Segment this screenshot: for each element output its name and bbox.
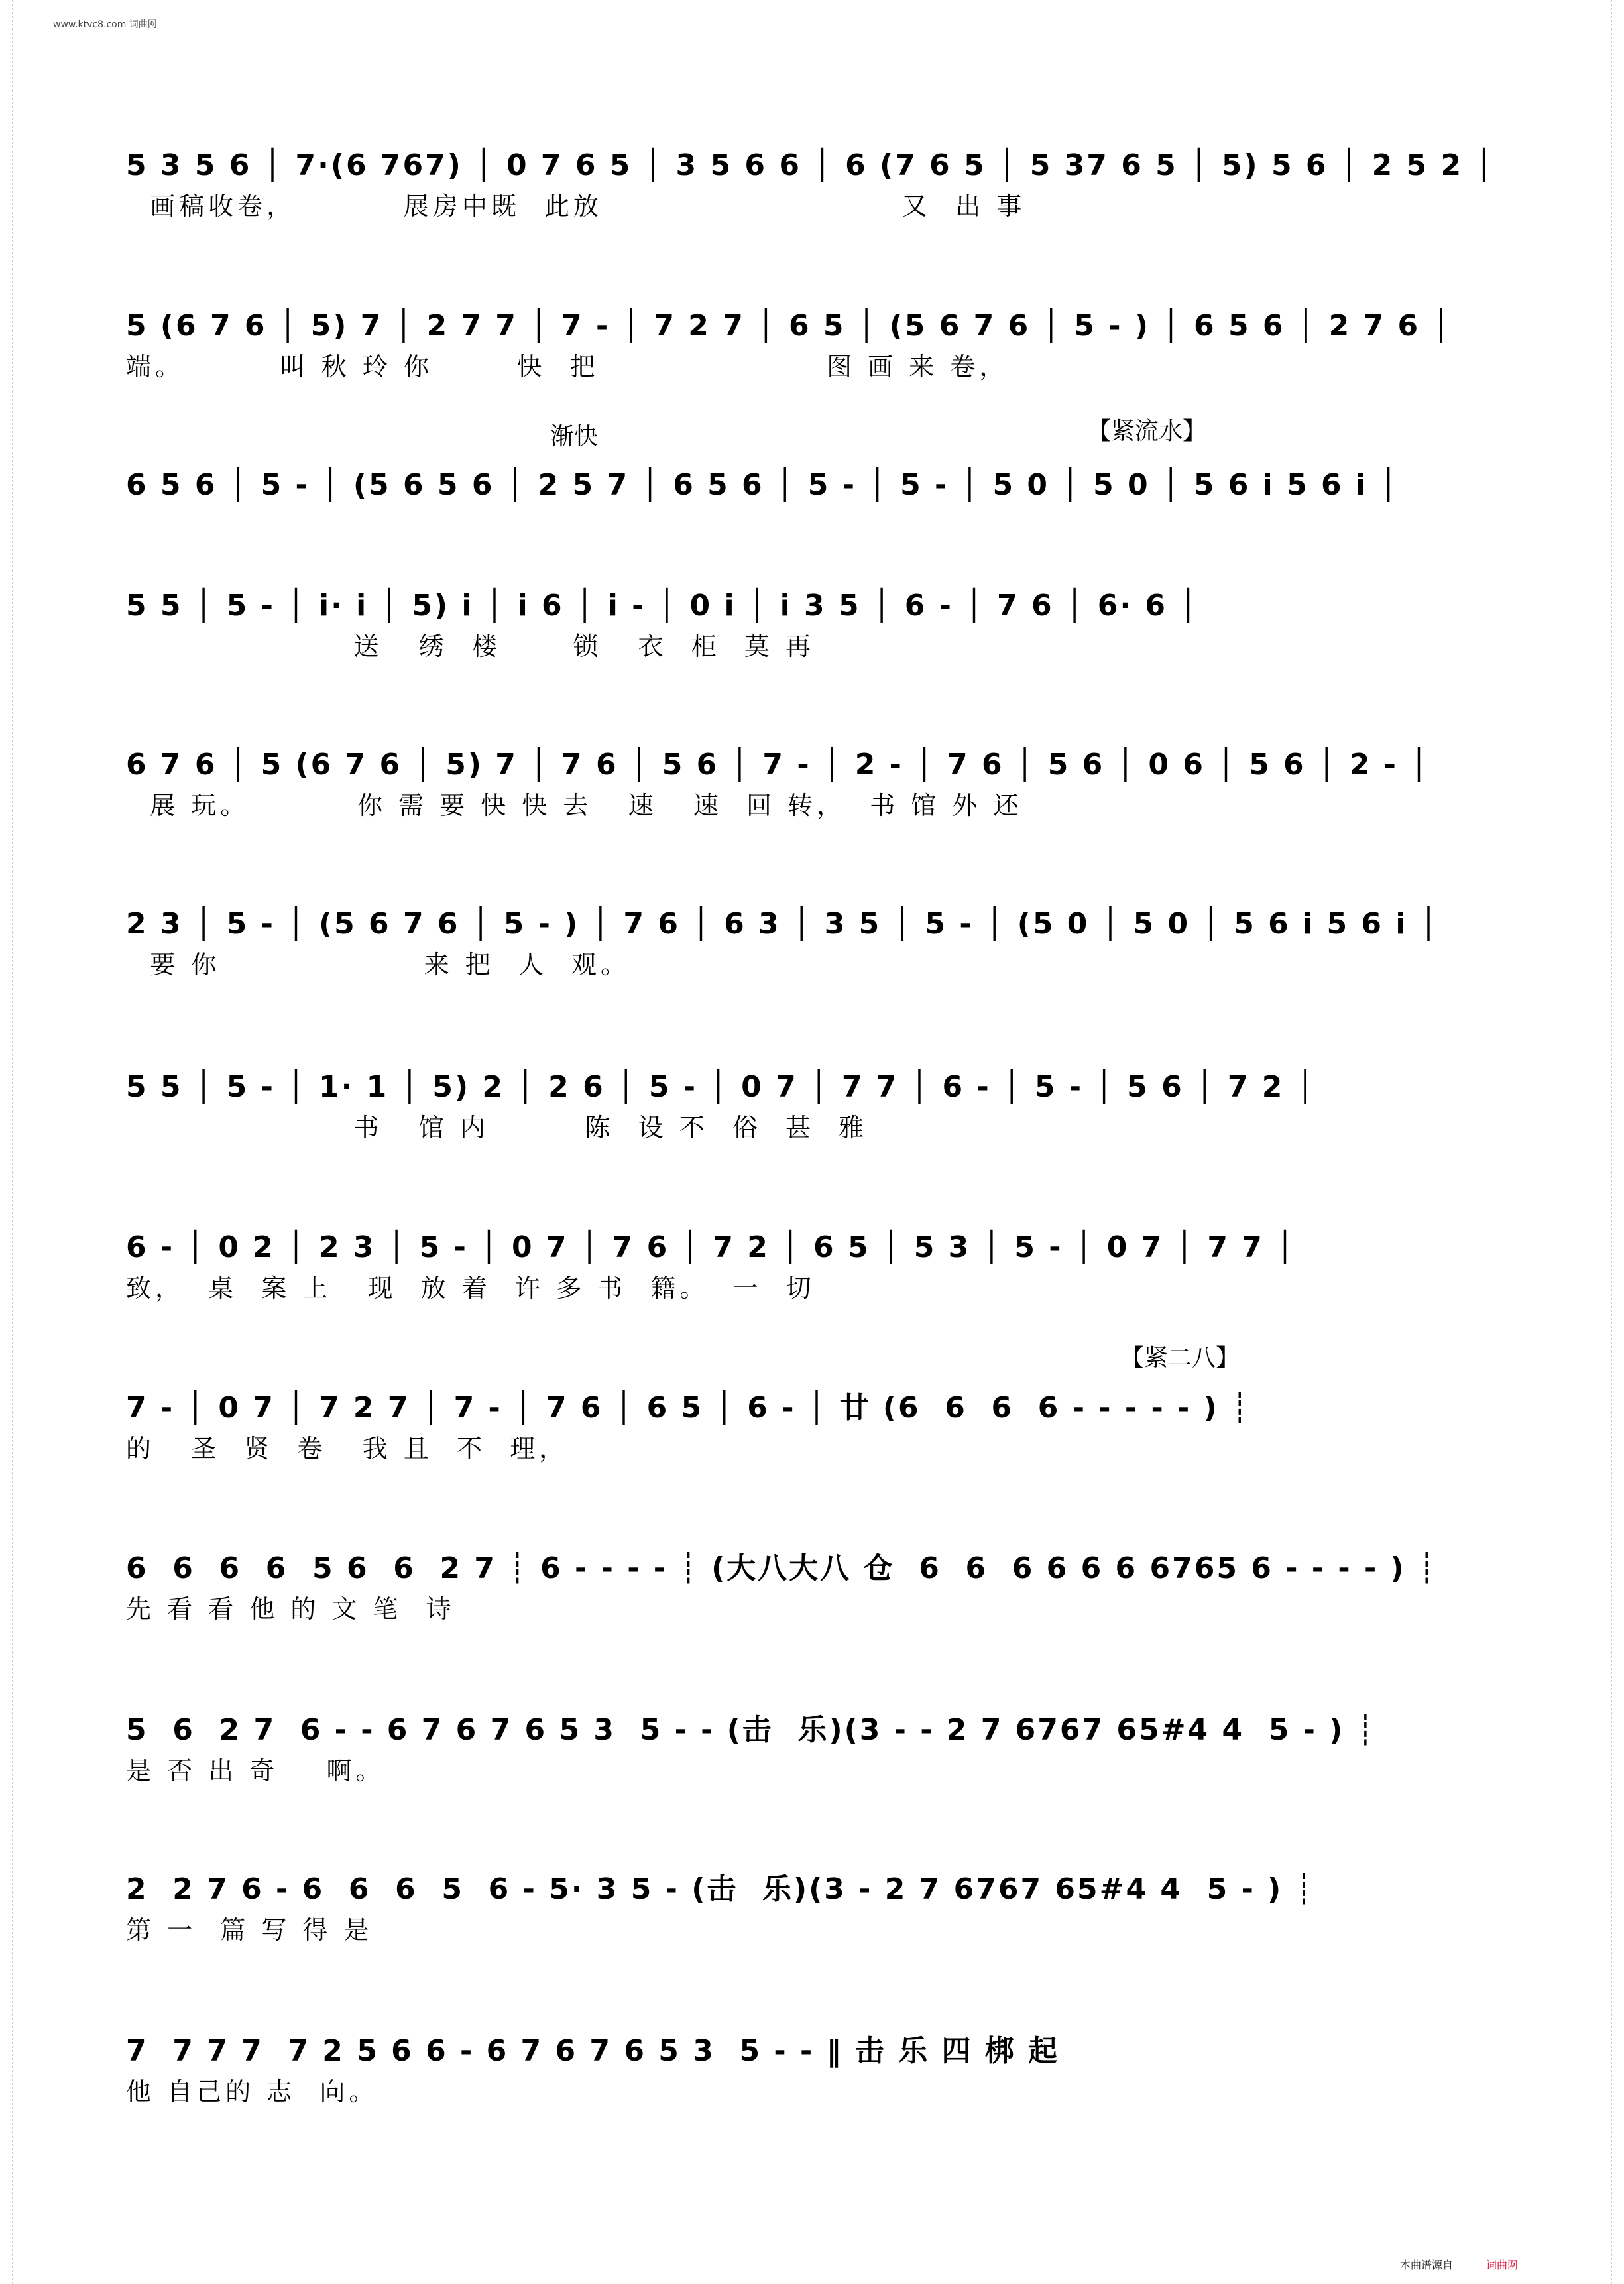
footer-site[interactable]: 词曲网 xyxy=(1485,2259,1518,2271)
notation-line: 6 7 6 │ 5 (6 7 6 │ 5) 7 │ 7 6 │ 5 6 │ 7 - │ 2 - │ 7 6 │ 5 6 │ 0 6 │ 5 6 │ 2 - │ xyxy=(126,748,1430,782)
left-margin-strip xyxy=(0,0,13,2284)
notation-line: 2 3 │ 5 - │ (5 6 7 6 │ 5 - ) │ 7 6 │ 6 3 │ 3 5 │ 5 - │ (5 0 │ 5 0 │ 5 6 i 5 6 i │ xyxy=(126,907,1440,941)
notation-line: 7 - │ 0 7 │ 7 2 7 │ 7 - │ 7 6 │ 6 5 │ 6 - │ 廿 (6 6 6 6 - - - - - ) ┊ xyxy=(126,1391,1251,1425)
notation-line: 7 7 7 7 7 2 5 6 6 - 6 7 6 7 6 5 3 5 - - ‖ 击 乐 四 梆 起 xyxy=(126,2034,1060,2068)
lyric-line: 要 你 来 把 人 观。 xyxy=(126,950,630,979)
lyric-line: 第 一 篇 写 得 是 xyxy=(126,1915,373,1945)
notation-line: 5 5 │ 5 - │ 1· 1 │ 5) 2 │ 2 6 │ 5 - │ 0 7 │ 7 7 │ 6 - │ 5 - │ 5 6 │ 7 2 │ xyxy=(126,1070,1316,1104)
section-mark: 【紧二八】 xyxy=(1120,1345,1240,1372)
lyric-line: 先 看 看 他 的 文 笔 诗 xyxy=(126,1594,455,1624)
lyric-line: 致， 桌 案 上 现 放 着 许 多 书 籍。 一 切 xyxy=(126,1274,815,1303)
lyric-line: 画稿收卷， 展房中既 此放 又 出 事 xyxy=(126,192,1026,221)
notation-line: 5 3 5 6 │ 7·(6 767) │ 0 7 6 5 │ 3 5 6 6 │ 6 (7 6 5 │ 5 37 6 5 │ 5) 5 6 │ 2 5 2 │ xyxy=(126,149,1495,182)
notation-line: 6 6 6 6 5 6 6 2 7 ┊ 6 - - - - ┊ (大八大八 仓 6 6 6 6 6 6 6765 6 - - - - ) ┊ xyxy=(126,1551,1438,1585)
tempo-mark: 渐快 xyxy=(550,423,599,450)
lyric-line: 送 绣 楼 锁 衣 柜 莫 再 xyxy=(126,632,815,661)
notation-line: 2 2 7 6 - 6 6 6 5 6 - 5· 3 5 - (击 乐)(3 - 2 7 6767 65#4 4 5 - ) ┊ xyxy=(126,1872,1315,1906)
lyric-line: 端。 叫 秋 玲 你 快 把 图 画 来 卷， xyxy=(126,352,1009,381)
site-header: www.ktvc8.com 词曲网 xyxy=(53,19,157,30)
notation-line: 6 - │ 0 2 │ 2 3 │ 5 - │ 0 7 │ 7 6 │ 7 2 │ 6 5 │ 5 3 │ 5 - │ 0 7 │ 7 7 │ xyxy=(126,1231,1296,1264)
notation-line: 5 5 │ 5 - │ i· i │ 5) i │ i 6 │ i - │ 0 i │ i 3 5 │ 6 - │ 7 6 │ 6· 6 │ xyxy=(126,589,1199,623)
lyric-line: 他 自己的 志 向。 xyxy=(126,2077,378,2106)
footer xyxy=(1400,2257,1518,2272)
notation-line: 5 6 2 7 6 - - 6 7 6 7 6 5 3 5 - - (击 乐)(3 - - 2 7 6767 65#4 4 5 - ) ┊ xyxy=(126,1713,1377,1747)
lyric-line: 的 圣 贤 卷 我 且 不 理， xyxy=(126,1434,569,1463)
lyric-line xyxy=(126,509,1538,542)
footer-source: 本曲谱源自 xyxy=(1399,2259,1453,2271)
lyric-line: 是 否 出 奇 啊。 xyxy=(126,1756,385,1785)
right-margin-strip xyxy=(1611,0,1624,2284)
lyric-line: 展 玩。 你 需 要 快 快 去 速 速 回 转， 书 馆 外 还 xyxy=(126,791,1023,820)
notation-line: 6 5 6 │ 5 - │ (5 6 5 6 │ 2 5 7 │ 6 5 6 │ 5 - │ 5 - │ 5 0 │ 5 0 │ 5 6 i 5 6 i │ xyxy=(126,468,1399,502)
section-mark: 【紧流水】 xyxy=(1087,418,1207,445)
lyric-line: 书 馆 内 陈 设 不 俗 甚 雅 xyxy=(126,1113,868,1142)
notation-line: 5 (6 7 6 │ 5) 7 │ 2 7 7 │ 7 - │ 7 2 7 │ 6 5 │ (5 6 7 6 │ 5 - ) │ 6 5 6 │ 2 7 6 │ xyxy=(126,309,1452,343)
